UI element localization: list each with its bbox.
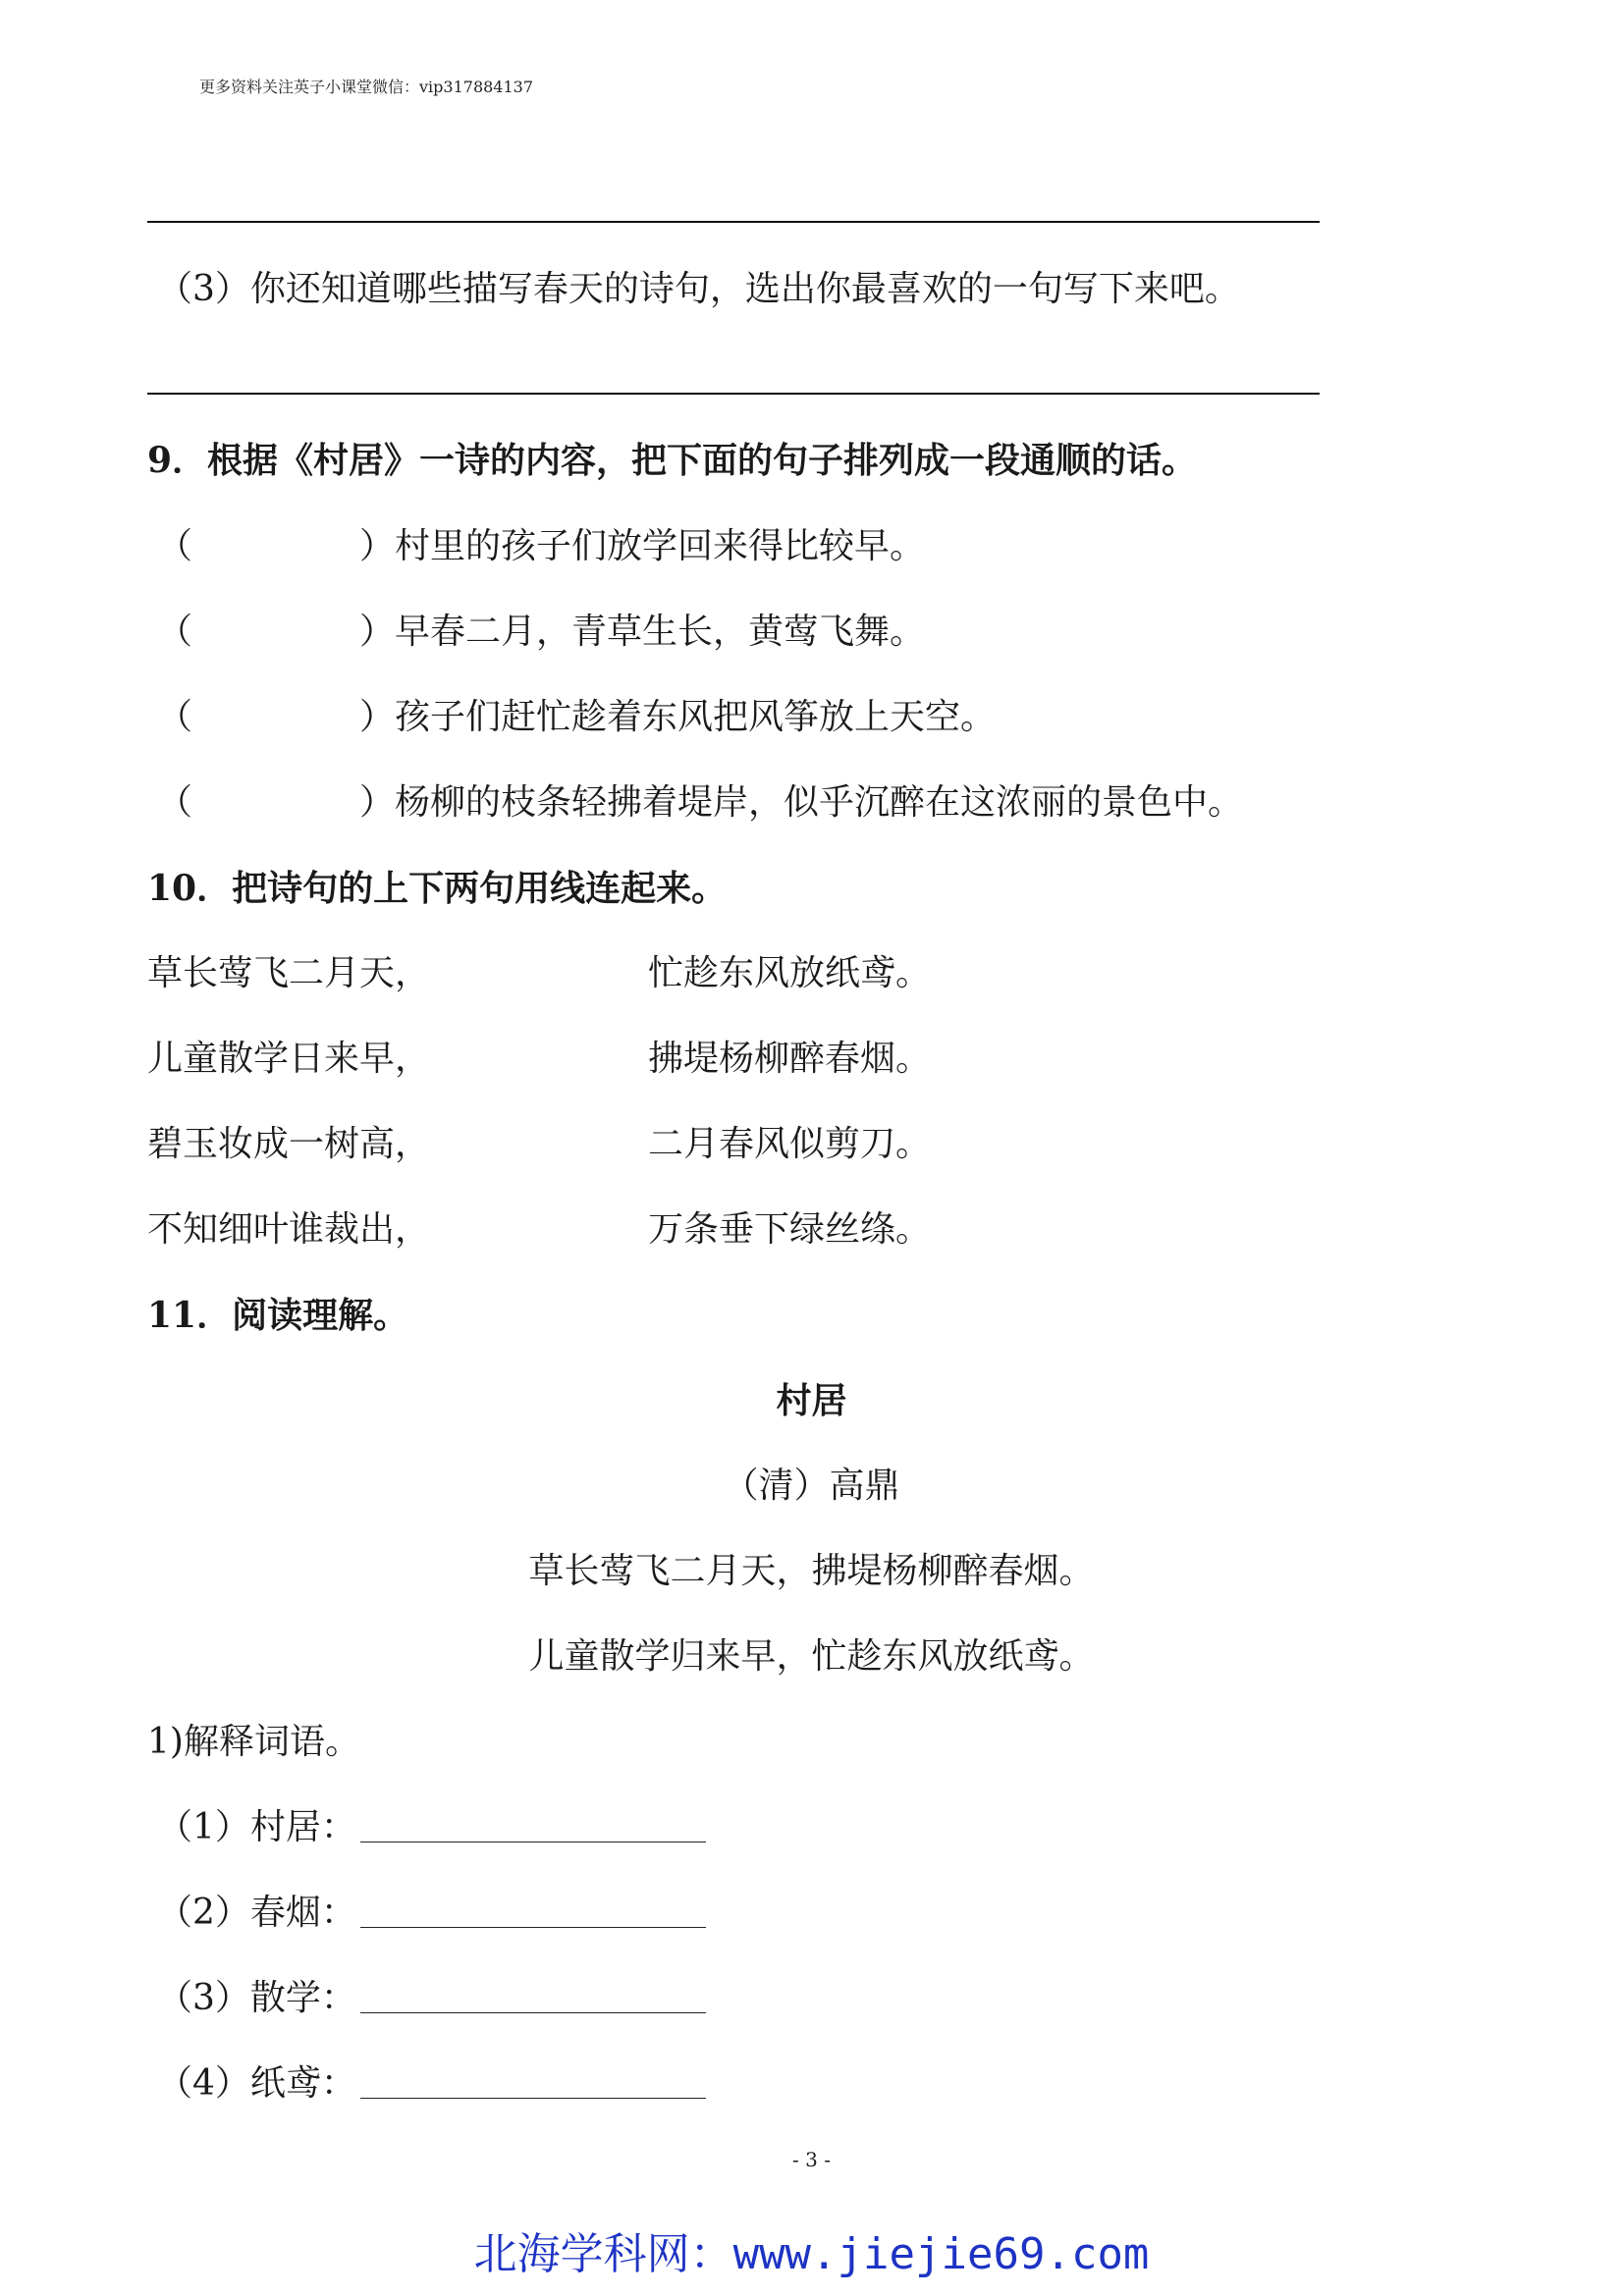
paren-close: ） xyxy=(359,782,396,823)
paren-open: （ xyxy=(157,612,193,652)
answer-blank[interactable] xyxy=(360,2012,706,2013)
answer-line xyxy=(147,393,1320,395)
poem-title: 村居 xyxy=(776,1380,847,1421)
paren-close: ） xyxy=(359,697,396,737)
vocab-item xyxy=(157,1806,706,1849)
order-item-text: 杨柳的枝条轻拂着堤岸，似乎沉醉在这浓丽的景色中。 xyxy=(395,782,1244,823)
poem-line-right: 忙趁东风放纸鸢。 xyxy=(648,953,932,993)
answer-line xyxy=(147,221,1320,223)
question-10-title: 10．把诗句的上下两句用线连起来。 xyxy=(147,868,728,909)
vocab-label: （3）散学： xyxy=(157,1978,356,2018)
poem-line: 儿童散学归来早，忙趁东风放纸鸢。 xyxy=(528,1636,1095,1677)
paren-close: ） xyxy=(359,612,396,652)
question-8-sub-3: （3）你还知道哪些描写春天的诗句，选出你最喜欢的一句写下来吧。 xyxy=(157,269,1240,309)
poem-line-left: 草长莺飞二月天， xyxy=(147,953,431,993)
paren-open: （ xyxy=(157,526,193,566)
vocab-label: （1）村居： xyxy=(157,1807,356,1847)
paren-close: ） xyxy=(359,526,396,566)
poem-line-left: 碧玉妆成一树高， xyxy=(147,1124,431,1164)
header-note: 更多资料关注英子小课堂微信：vip317884137 xyxy=(199,78,534,96)
order-item-text: 早春二月，青草生长，黄莺飞舞。 xyxy=(395,612,926,652)
question-11-title: 11．阅读理解。 xyxy=(147,1295,409,1336)
poem-line-left: 不知细叶谁裁出， xyxy=(147,1209,431,1250)
vocab-item xyxy=(157,2062,706,2106)
poem-line-right: 拂堤杨柳醉春烟。 xyxy=(648,1039,932,1079)
order-item xyxy=(157,611,925,654)
poem-author: （清）高鼎 xyxy=(723,1466,900,1506)
order-item xyxy=(157,781,1243,825)
order-item xyxy=(157,696,996,739)
poem-line-right: 二月春风似剪刀。 xyxy=(648,1124,932,1164)
footer-website[interactable]: 北海学科网：www.jiejie69.com xyxy=(473,2229,1150,2279)
vocab-label: （2）春烟： xyxy=(157,1893,356,1933)
order-item xyxy=(157,525,925,568)
paren-open: （ xyxy=(157,697,193,737)
order-item-text: 村里的孩子们放学回来得比较早。 xyxy=(395,526,926,566)
order-item-text: 孩子们赶忙趁着东风把风筝放上天空。 xyxy=(395,697,997,737)
answer-blank[interactable] xyxy=(360,2098,706,2099)
poem-line-right: 万条垂下绿丝绦。 xyxy=(648,1209,932,1250)
vocab-item xyxy=(157,1892,706,1935)
vocab-item xyxy=(157,1977,706,2020)
page-number: - 3 - xyxy=(792,2148,831,2171)
sub-question-1-title: 1)解释词语。 xyxy=(147,1722,360,1762)
poem-line: 草长莺飞二月天，拂堤杨柳醉春烟。 xyxy=(528,1551,1095,1591)
vocab-label: （4）纸鸢： xyxy=(157,2063,356,2104)
question-9-title: 9．根据《村居》一诗的内容，把下面的句子排列成一段通顺的话。 xyxy=(147,440,1198,481)
paren-open: （ xyxy=(157,782,193,823)
answer-blank[interactable] xyxy=(360,1927,706,1928)
poem-line-left: 儿童散学日来早， xyxy=(147,1039,431,1079)
